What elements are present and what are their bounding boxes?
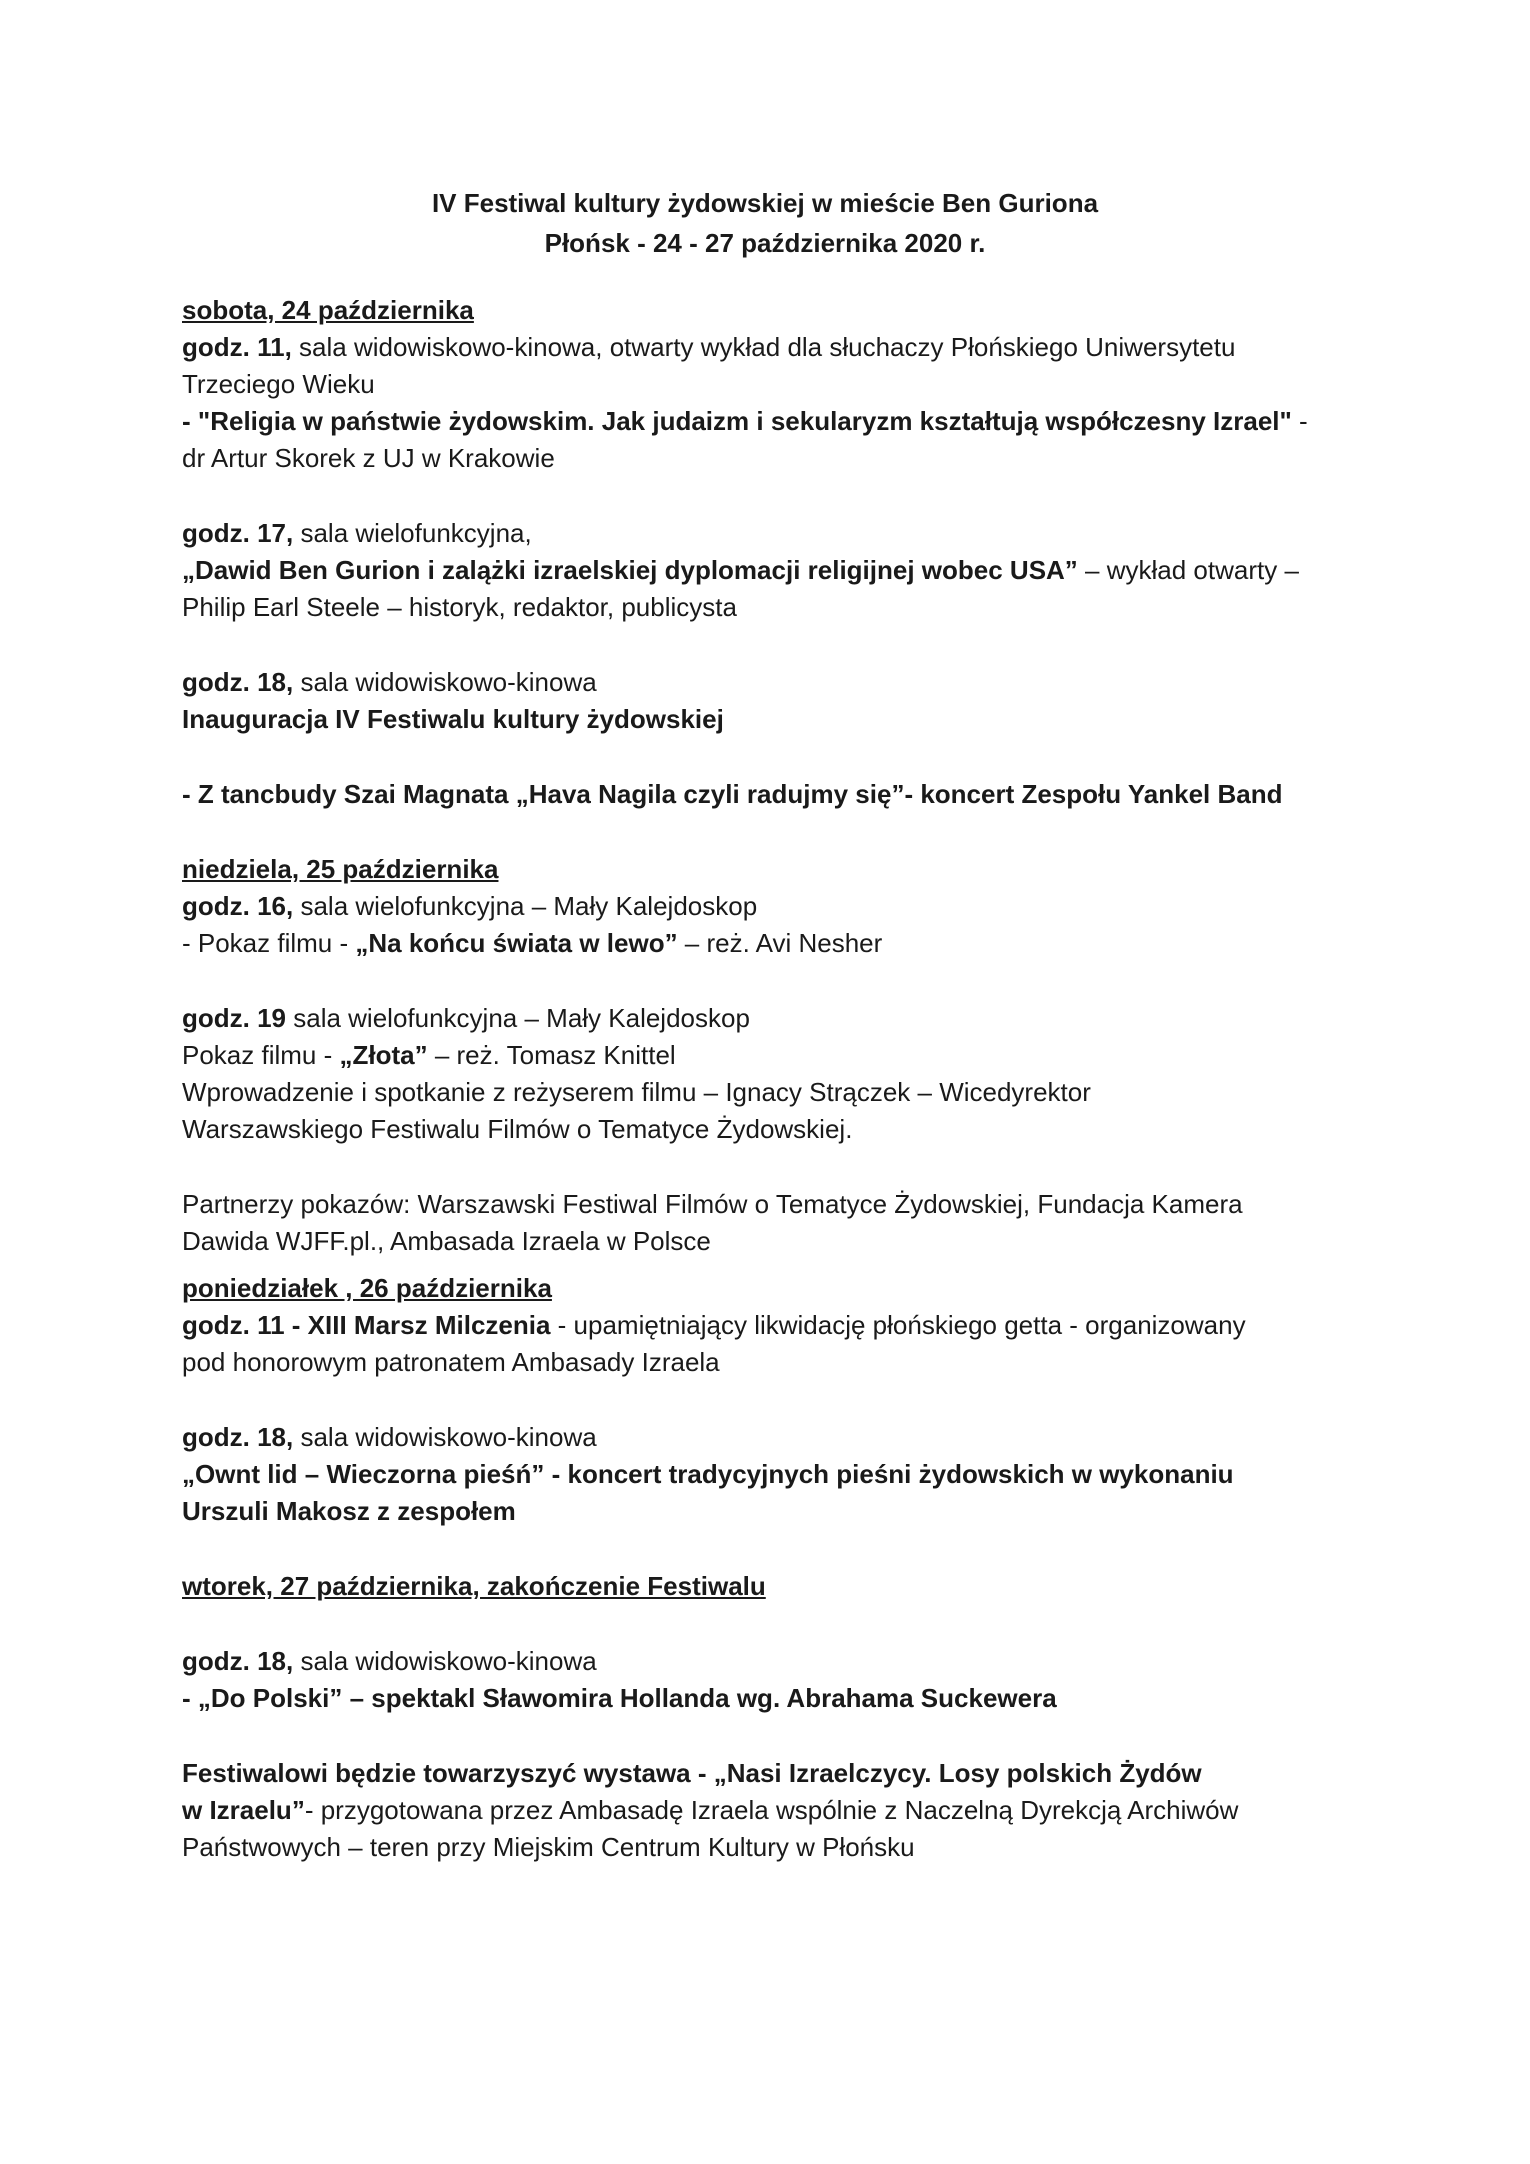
event-line	[182, 403, 1372, 440]
event-line	[182, 1000, 1372, 1037]
event-line	[182, 888, 1372, 925]
film-director: – reż. Avi Nesher	[677, 928, 883, 958]
film-prefix: Pokaz filmu -	[182, 1040, 340, 1070]
partners-cont: Dawida WJFF.pl., Ambasada Izraela w Polsce	[182, 1226, 711, 1256]
document-header	[0, 183, 1530, 263]
event-place: sala widowiskowo-kinowa	[293, 1422, 597, 1452]
lecture-title-tail: – wykład otwarty –	[1077, 555, 1299, 585]
event-time: godz. 18,	[182, 667, 294, 697]
event-time: godz. 19	[182, 1003, 287, 1033]
event-time: godz. 17,	[182, 518, 294, 548]
event-time: godz. 16,	[182, 891, 294, 921]
day-heading-saturday: sobota, 24 października	[182, 295, 474, 325]
programme	[182, 292, 1372, 1866]
event-desc-cont: pod honorowym patronatem Ambasady Izraela	[182, 1347, 720, 1377]
exhibition-desc: - przygotowana przez Ambasadę Izraela wspólnie z Naczelną Dyrekcją Archiwów	[304, 1795, 1239, 1825]
partners: Partnerzy pokazów: Warszawski Festiwal Filmów o Tematyce Żydowskiej, Fundacja Kamera	[182, 1189, 1243, 1219]
inauguration-title: Inauguracja IV Festiwalu kultury żydowskiej	[182, 704, 724, 734]
lecture-speaker: dr Artur Skorek z UJ w Krakowie	[182, 443, 555, 473]
play-title: - „Do Polski” – spektakl Sławomira Hollanda wg. Abrahama Suckewera	[182, 1683, 1057, 1713]
event-place: sala wielofunkcyjna – Mały Kalejdoskop	[293, 891, 758, 921]
concert-line	[182, 1456, 1372, 1493]
event-line	[182, 1419, 1372, 1456]
event-place: sala widowiskowo-kinowa	[293, 667, 597, 697]
exhibition-line	[182, 1792, 1372, 1829]
event-place: sala wielofunkcyjna,	[293, 518, 532, 548]
concert-desc-cont: Urszuli Makosz z zespołem	[182, 1496, 516, 1526]
festival-title: IV Festiwal kultury żydowskiej w mieście Ben Guriona	[431, 188, 1099, 218]
event-line	[182, 515, 1372, 552]
film-line	[182, 1037, 1372, 1074]
event-line	[182, 1643, 1372, 1680]
concert-title: „Ownt lid – Wieczorna pieśń”	[182, 1459, 545, 1489]
exhibition-title: Festiwalowi będzie towarzyszyć wystawa - „Nasi Izraelczycy. Losy polskich Żydów	[182, 1758, 1202, 1788]
event-desc: - upamiętniający likwidację płońskiego getta - organizowany	[550, 1310, 1246, 1340]
event-place: sala widowiskowo-kinowa	[293, 1646, 597, 1676]
film-title: „Złota”	[339, 1040, 428, 1070]
film-intro-cont: Warszawskiego Festiwalu Filmów o Tematyce Żydowskiej.	[182, 1114, 853, 1144]
day-heading-sunday: niedziela, 25 października	[182, 854, 499, 884]
event-place-cont: Trzeciego Wieku	[182, 369, 375, 399]
film-intro: Wprowadzenie i spotkanie z reżyserem filmu – Ignacy Strączek – Wicedyrektor	[182, 1077, 1091, 1107]
event-line	[182, 1307, 1372, 1344]
event-time: godz. 18,	[182, 1646, 294, 1676]
festival-dates: Płońsk - 24 - 27 października 2020 r.	[544, 228, 986, 258]
event-place: sala widowiskowo-kinowa, otwarty wykład dla słuchaczy Płońskiego Uniwersytetu	[291, 332, 1236, 362]
event-line	[182, 664, 1372, 701]
exhibition-desc-cont: Państwowych – teren przy Miejskim Centrum Kultury w Płońsku	[182, 1832, 915, 1862]
event-line	[182, 329, 1372, 366]
lecture-title-tail: -	[1291, 406, 1308, 436]
exhibition-title-cont: w Izraelu”	[182, 1795, 305, 1825]
event-time: godz. 18,	[182, 1422, 294, 1452]
event-time: godz. 11,	[182, 332, 292, 362]
event-place: sala wielofunkcyjna – Mały Kalejdoskop	[286, 1003, 750, 1033]
lecture-title: „Dawid Ben Gurion i zalążki izraelskiej dyplomacji religijnej wobec USA”	[182, 555, 1078, 585]
film-line	[182, 925, 1372, 962]
film-title: „Na końcu świata w lewo”	[355, 928, 678, 958]
day-heading-tuesday: wtorek, 27 października, zakończenie Festiwalu	[182, 1571, 766, 1601]
day-heading-monday: poniedziałek , 26 października	[182, 1273, 552, 1303]
film-prefix: - Pokaz filmu -	[182, 928, 356, 958]
concert-title: - Z tancbudy Szai Magnata „Hava Nagila czyli radujmy się”- koncert Zespołu Yankel Band	[182, 779, 1283, 809]
lecture-title: - "Religia w państwie żydowskim. Jak judaizm i sekularyzm kształtują współczesny Izrael"	[182, 406, 1292, 436]
film-director: – reż. Tomasz Knittel	[427, 1040, 676, 1070]
lecture-speaker: Philip Earl Steele – historyk, redaktor, publicysta	[182, 592, 737, 622]
event-line	[182, 552, 1372, 589]
event-time: godz. 11 - XIII Marsz Milczenia	[182, 1310, 551, 1340]
concert-desc: - koncert tradycyjnych pieśni żydowskich w wykonaniu	[544, 1459, 1234, 1489]
